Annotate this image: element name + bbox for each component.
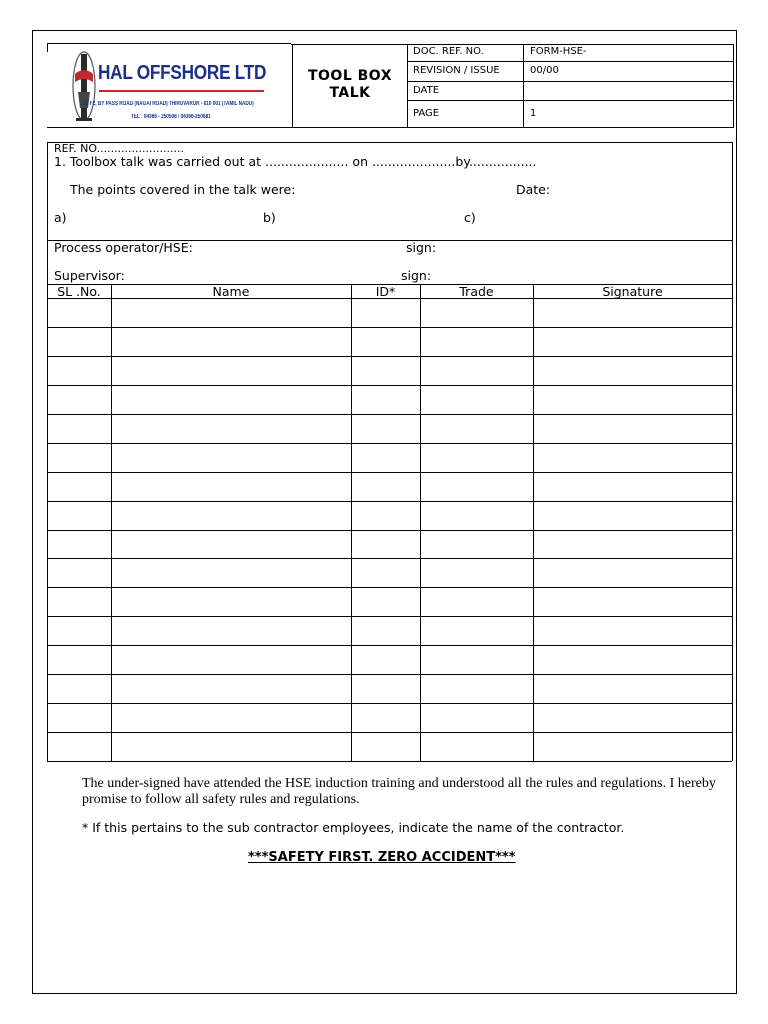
table-cell-name[interactable] xyxy=(112,386,350,413)
table-cell-trade[interactable] xyxy=(421,733,532,760)
table-cell-sl-no[interactable] xyxy=(48,617,110,644)
company-emblem-icon xyxy=(70,48,98,124)
doc-ref-label: DOC. REF. NO. xyxy=(413,46,484,57)
company-name: HAL OFFSHORE LTD xyxy=(98,62,267,84)
table-cell-trade[interactable] xyxy=(421,675,532,702)
column-header-sl-no: SL .No. xyxy=(57,284,101,299)
table-cell-sl-no[interactable] xyxy=(48,473,110,500)
process-operator-label: Process operator/HSE: xyxy=(54,240,193,255)
table-cell-sl-no[interactable] xyxy=(48,386,110,413)
table-cell-name[interactable] xyxy=(112,559,350,586)
table-cell-id[interactable] xyxy=(352,617,419,644)
table-cell-signature[interactable] xyxy=(534,704,731,731)
table-cell-signature[interactable] xyxy=(534,328,731,355)
table-cell-id[interactable] xyxy=(352,588,419,615)
table-cell-sl-no[interactable] xyxy=(48,357,110,384)
table-cell-signature[interactable] xyxy=(534,588,731,615)
table-cell-signature[interactable] xyxy=(534,531,731,558)
table-cell-signature[interactable] xyxy=(534,733,731,760)
table-cell-trade[interactable] xyxy=(421,299,532,326)
table-cell-signature[interactable] xyxy=(534,415,731,442)
safety-motto: ***SAFETY FIRST. ZERO ACCIDENT*** xyxy=(248,850,516,865)
table-cell-trade[interactable] xyxy=(421,588,532,615)
table-cell-id[interactable] xyxy=(352,473,419,500)
company-telephone: TEL : 04366 - 250508 / 04366-250681 xyxy=(131,114,211,120)
table-cell-name[interactable] xyxy=(112,415,350,442)
table-cell-name[interactable] xyxy=(112,733,350,760)
logo-divider xyxy=(99,90,264,92)
ref-number[interactable]: REF. NO......................... xyxy=(54,142,185,155)
table-cell-sl-no[interactable] xyxy=(48,444,110,471)
document-title-line1: TOOL BOX xyxy=(307,68,392,84)
table-cell-sl-no[interactable] xyxy=(48,415,110,442)
table-cell-trade[interactable] xyxy=(421,502,532,529)
table-cell-trade[interactable] xyxy=(421,617,532,644)
contractor-note: * If this pertains to the sub contractor employees, indicate the name of the contractor. xyxy=(82,820,625,835)
table-cell-name[interactable] xyxy=(112,502,350,529)
doc-ref-value: FORM-HSE- xyxy=(530,46,587,57)
supervisor-label: Supervisor: xyxy=(54,268,125,283)
table-cell-signature[interactable] xyxy=(534,299,731,326)
table-cell-signature[interactable] xyxy=(534,675,731,702)
point-b[interactable]: b) xyxy=(263,210,276,225)
points-covered-label: The points covered in the talk were: xyxy=(70,182,296,197)
process-operator-sign[interactable]: sign: xyxy=(406,240,437,255)
declaration-text: The under-signed have attended the HSE induction training and understood all the rules and regulations. I hereby promise to follow all safety rules and regulations. xyxy=(82,776,716,807)
table-cell-id[interactable] xyxy=(352,733,419,760)
talk-date-label: Date: xyxy=(516,182,551,197)
table-cell-name[interactable] xyxy=(112,704,350,731)
table-cell-id[interactable] xyxy=(352,386,419,413)
table-cell-sl-no[interactable] xyxy=(48,502,110,529)
document-title-line2: TALK xyxy=(329,85,371,101)
table-cell-id[interactable] xyxy=(352,299,419,326)
table-cell-id[interactable] xyxy=(352,444,419,471)
supervisor-sign[interactable]: sign: xyxy=(401,268,432,283)
table-cell-name[interactable] xyxy=(112,328,350,355)
table-cell-trade[interactable] xyxy=(421,415,532,442)
table-cell-id[interactable] xyxy=(352,357,419,384)
point-c[interactable]: c) xyxy=(464,210,476,225)
table-cell-name[interactable] xyxy=(112,646,350,673)
table-cell-name[interactable] xyxy=(112,444,350,471)
table-cell-name[interactable] xyxy=(112,473,350,500)
table-cell-trade[interactable] xyxy=(421,473,532,500)
table-cell-sl-no[interactable] xyxy=(48,675,110,702)
table-cell-sl-no[interactable] xyxy=(48,733,110,760)
table-row-divider xyxy=(47,761,732,762)
revision-label: REVISION / ISSUE xyxy=(413,65,500,76)
table-cell-signature[interactable] xyxy=(534,444,731,471)
table-cell-signature[interactable] xyxy=(534,617,731,644)
table-cell-sl-no[interactable] xyxy=(48,704,110,731)
company-address: 1/2 F2, BY PASS ROAD (NAGAI ROAD) THIRUVARUR - 610 001 (TAMIL NADU) xyxy=(82,101,254,107)
table-cell-sl-no[interactable] xyxy=(48,559,110,586)
table-cell-trade[interactable] xyxy=(421,531,532,558)
table-cell-sl-no[interactable] xyxy=(48,646,110,673)
table-cell-trade[interactable] xyxy=(421,559,532,586)
table-cell-id[interactable] xyxy=(352,502,419,529)
table-cell-trade[interactable] xyxy=(421,646,532,673)
table-cell-name[interactable] xyxy=(112,357,350,384)
table-cell-id[interactable] xyxy=(352,646,419,673)
table-cell-signature[interactable] xyxy=(534,646,731,673)
table-cell-signature[interactable] xyxy=(534,357,731,384)
point-a[interactable]: a) xyxy=(54,210,67,225)
table-cell-sl-no[interactable] xyxy=(48,328,110,355)
table-cell-trade[interactable] xyxy=(421,444,532,471)
table-cell-sl-no[interactable] xyxy=(48,588,110,615)
column-header-signature: Signature xyxy=(602,284,663,299)
table-cell-id[interactable] xyxy=(352,415,419,442)
table-cell-trade[interactable] xyxy=(421,357,532,384)
table-cell-name[interactable] xyxy=(112,531,350,558)
table-cell-signature[interactable] xyxy=(534,473,731,500)
table-cell-trade[interactable] xyxy=(421,386,532,413)
table-cell-name[interactable] xyxy=(112,617,350,644)
table-cell-name[interactable] xyxy=(112,588,350,615)
table-cell-id[interactable] xyxy=(352,704,419,731)
document-title xyxy=(300,68,400,102)
table-cell-id[interactable] xyxy=(352,559,419,586)
table-cell-id[interactable] xyxy=(352,675,419,702)
column-header-trade: Trade xyxy=(459,284,494,299)
table-cell-signature[interactable] xyxy=(534,559,731,586)
table-cell-id[interactable] xyxy=(352,531,419,558)
table-cell-sl-no[interactable] xyxy=(48,531,110,558)
table-cell-trade[interactable] xyxy=(421,704,532,731)
revision-value: 00/00 xyxy=(530,65,559,76)
table-cell-id[interactable] xyxy=(352,328,419,355)
table-cell-trade[interactable] xyxy=(421,328,532,355)
table-cell-signature[interactable] xyxy=(534,386,731,413)
page-value: 1 xyxy=(530,108,537,119)
column-header-id: ID* xyxy=(375,284,396,299)
table-cell-signature[interactable] xyxy=(534,502,731,529)
date-label: DATE xyxy=(413,85,440,96)
table-cell-name[interactable] xyxy=(112,299,350,326)
talk-carried-out-line[interactable]: 1. Toolbox talk was carried out at ..................... on .....................by................. xyxy=(54,154,537,169)
column-header-name: Name xyxy=(212,284,250,299)
table-cell-sl-no[interactable] xyxy=(48,299,110,326)
page-label: PAGE xyxy=(413,108,440,119)
table-cell-name[interactable] xyxy=(112,675,350,702)
